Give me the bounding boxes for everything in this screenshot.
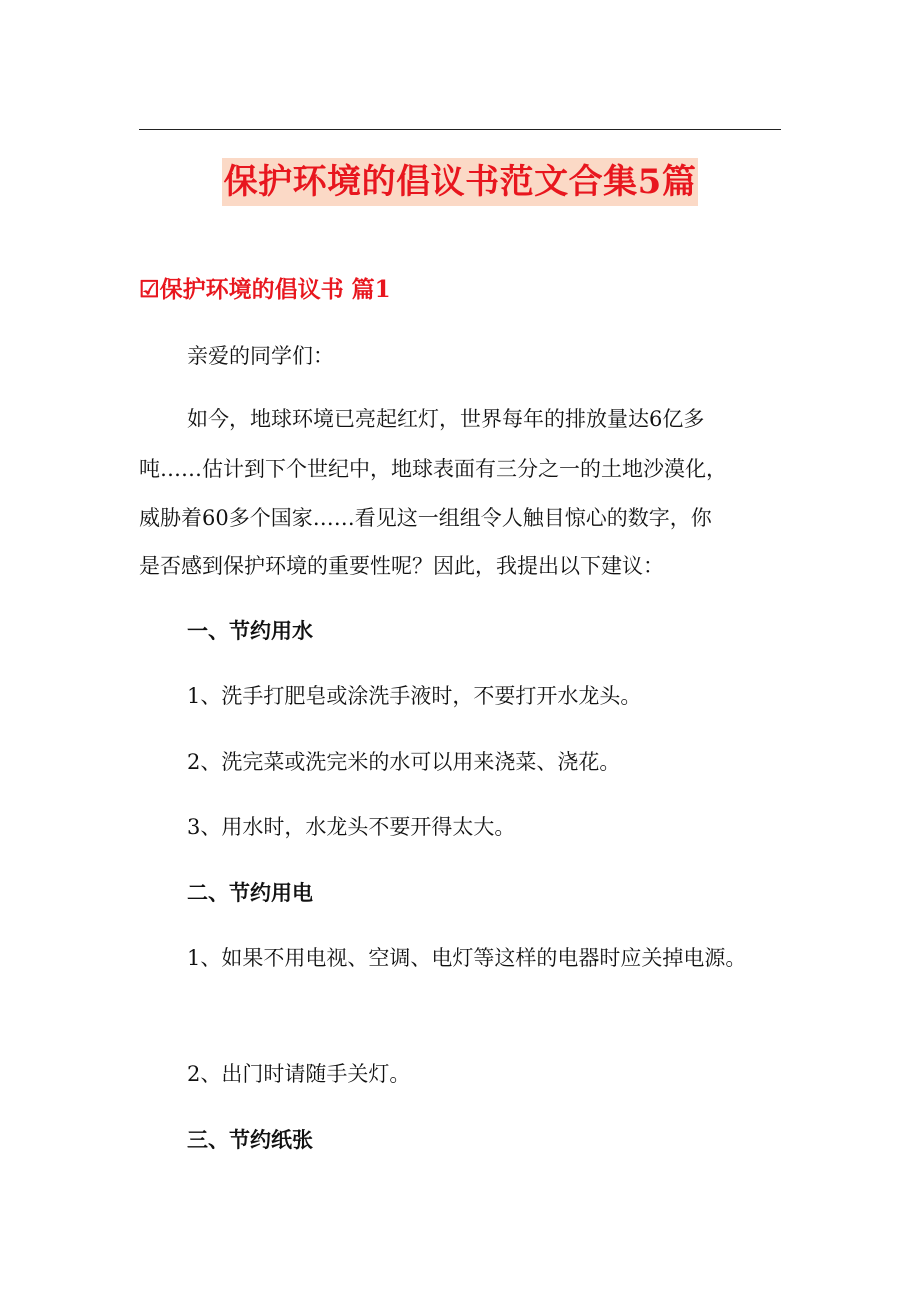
list-item: 3、用水时，水龙头不要开得太大。 xyxy=(187,815,516,839)
checkbox-checked-icon: ☑ xyxy=(139,276,160,303)
heading-save-power: 二、节约用电 xyxy=(187,880,313,905)
list-item: 2、出门时请随手关灯。 xyxy=(187,1062,411,1086)
document-title-text: 保护环境的倡议书范文合集5篇 xyxy=(222,158,699,206)
section-heading-1 xyxy=(139,272,391,308)
heading-save-water: 一、节约用水 xyxy=(187,618,313,643)
section-heading-text: 保护环境的倡议书 篇1 xyxy=(159,276,391,303)
intro-line-3: 威胁着60多个国家……看见这一组组令人触目惊心的数字，你 xyxy=(139,506,712,530)
header-rule xyxy=(139,129,781,130)
document-title xyxy=(0,158,920,206)
list-item: 1、洗手打肥皂或涂洗手液时，不要打开水龙头。 xyxy=(187,684,642,708)
list-item: 1、如果不用电视、空调、电灯等这样的电器时应关掉电源。 xyxy=(187,946,747,970)
list-item: 2、洗完菜或洗完米的水可以用来浇菜、浇花。 xyxy=(187,750,621,774)
intro-line-1: 如今，地球环境已亮起红灯，世界每年的排放量达6亿多 xyxy=(187,407,705,431)
intro-line-4: 是否感到保护环境的重要性呢？因此，我提出以下建议： xyxy=(139,554,664,578)
heading-save-paper: 三、节约纸张 xyxy=(187,1127,313,1152)
greeting: 亲爱的同学们： xyxy=(187,344,334,368)
intro-line-2: 吨……估计到下个世纪中，地球表面有三分之一的土地沙漠化， xyxy=(139,457,727,481)
